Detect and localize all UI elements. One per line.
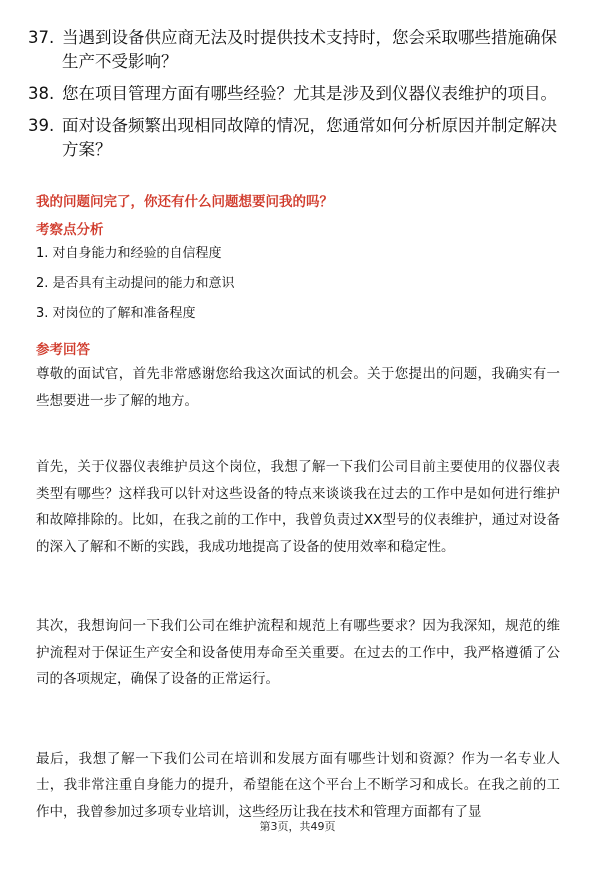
analysis-points [36,246,235,336]
question-item [28,82,568,106]
question-text: 面对设备频繁出现相同故障的情况，您通常如何分析原因并制定解决方案？ [62,116,557,159]
question-number: 37. [28,28,55,47]
reference-answer [36,361,560,878]
main-question-heading: 我的问题问完了，你还有什么问题想要问我的吗？ [36,194,333,210]
reference-heading: 参考回答 [36,342,90,358]
page-footer: 第3页，共49页 [259,820,336,833]
question-number: 38. [28,84,55,103]
question-number: 39. [28,116,55,135]
question-text: 当遇到设备供应商无法及时提供技术支持时，您会采取哪些措施确保生产不受影响？ [62,28,557,71]
answer-paragraph: 尊敬的面试官，首先非常感谢您给我这次面试的机会。关于您提出的问题，我确实有一些想要进一步了解的地方。 [36,366,560,409]
analysis-point: 3. 对岗位的了解和准备程度 [36,306,196,321]
answer-paragraph: 最后，我想了解一下我们公司在培训和发展方面有哪些计划和资源？作为一名专业人士，我非常注重自身能力的提升，希望能在这个平台上不断学习和成长。在我之前的工作中，我曾参加过多项专业培训，这些经历让我在技术和管理方面都有了显 [36,750,560,820]
question-text: 您在项目管理方面有哪些经验？尤其是涉及到仪器仪表维护的项目。 [62,84,557,103]
question-item [28,26,568,74]
analysis-point: 1. 对自身能力和经验的自信程度 [36,246,222,261]
analysis-point: 2. 是否具有主动提问的能力和意识 [36,276,235,291]
question-item [28,114,568,162]
answer-paragraph: 首先，关于仪器仪表维护员这个岗位，我想了解一下我们公司目前主要使用的仪器仪表类型有哪些？这样我可以针对这些设备的特点来谈谈我在过去的工作中是如何进行维护和故障排除的。比如，在我之前的工作中，我曾负责过XX型号的仪表维护，通过对设备的深入了解和不断的实践，我成功地提高了设备的使用效率和稳定性。 [36,459,560,555]
question-list [28,26,568,170]
analysis-heading: 考察点分析 [36,222,104,238]
answer-paragraph: 其次，我想询问一下我们公司在维护流程和规范上有哪些要求？因为我深知，规范的维护流程对于保证生产安全和设备使用寿命至关重要。在过去的工作中，我严格遵循了公司的各项规定，确保了设备的正常运行。 [36,618,560,687]
